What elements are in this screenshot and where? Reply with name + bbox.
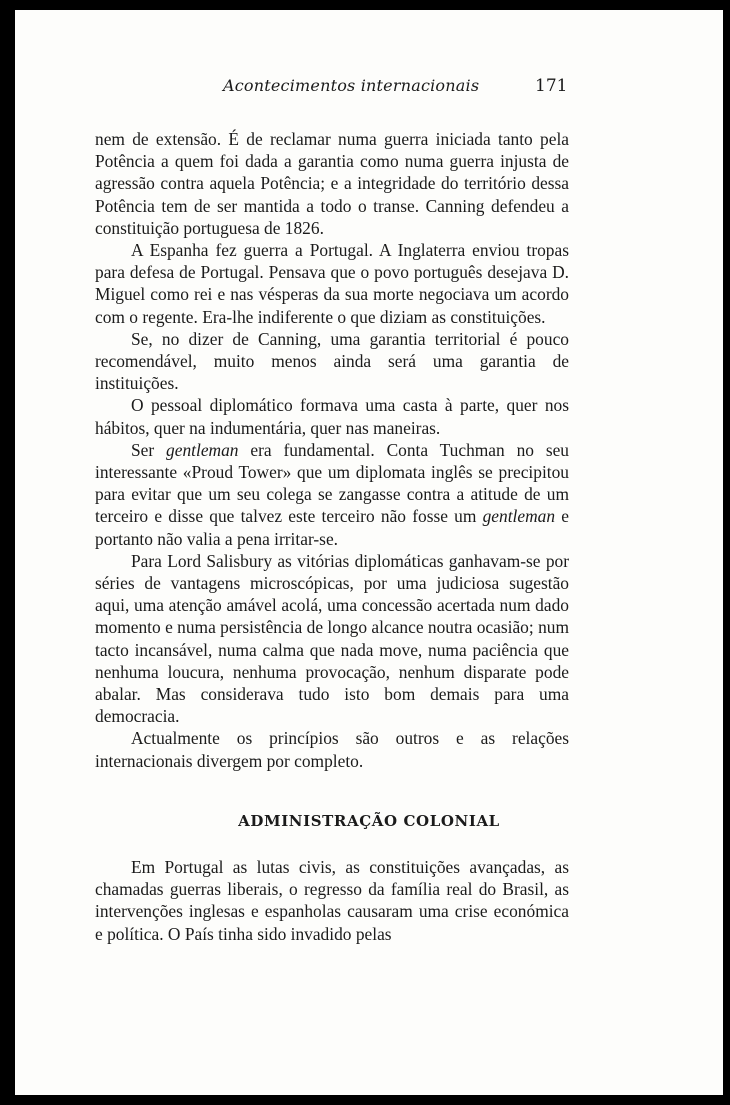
body-text (95, 128, 569, 772)
paragraph-1: nem de extensão. É de reclamar numa guerra iniciada tanto pela Potência a quem foi dada a garantia como numa guerra injusta de agressão contra aquela Potência; e a integridade do território dessa Potência tem de ser mantida a todo o transe. Canning defendeu a constituição portuguesa de 1826. (95, 129, 569, 238)
paragraph-5-italic-a: gentleman (166, 439, 239, 460)
running-header (15, 76, 723, 102)
paragraph-5 (95, 439, 569, 550)
page-number: 171 (535, 76, 568, 96)
section-paragraph-1: Em Portugal as lutas civis, as constituições avançadas, as chamadas guerras liberais, o regresso da família real do Brasil, as intervenções inglesas e espanholas causaram uma crise económica e política. O País tinha sido invadido pelas (95, 857, 569, 944)
section-heading: ADMINISTRAÇÃO COLONIAL (238, 812, 500, 830)
paragraph-7: Actualmente os princípios são outros e as relações internacionais divergem por completo. (95, 728, 569, 771)
paragraph-5-text-a: Ser (131, 439, 167, 460)
paragraph-5-text-b: era fundamental. Conta Tuchman no seu interessante «Proud Tower» que um diplomata inglês se precipitou para evitar que um seu colega se zangasse contra a atitude de um terceiro e disse que talvez este terceiro não fosse um (95, 439, 569, 527)
paragraph-6: Para Lord Salisbury as vitórias diplomáticas ganhavam-se por séries de vantagens microscópicas, por uma judiciosa sugestão aqui, uma atenção amável acolá, uma concessão acertada num dado momento e numa persistência de longo alcance noutra ocasião; num tacto incansável, numa calma que nada move, numa paciência que nenhuma loucura, nenhuma provocação, nenhum disparate pode abalar. Mas considerava tudo isto bom demais para uma democracia. (95, 550, 569, 727)
paragraph-4: O pessoal diplomático formava uma casta à parte, quer nos hábitos, quer na indumentária, quer nas maneiras. (95, 395, 569, 438)
paragraph-5-text-c: e portanto não valia a pena irritar-se. (95, 506, 569, 549)
paragraph-5-italic-b: gentleman (482, 506, 556, 527)
paragraph-3: Se, no dizer de Canning, uma garantia territorial é pouco recomendável, muito menos ainda será uma garantia de instituições. (95, 328, 569, 394)
paragraph-2: A Espanha fez guerra a Portugal. A Inglaterra enviou tropas para defesa de Portugal. Pensava que o povo português desejava D. Miguel como rei e nas vésperas da sua morte negociava um acordo com o regente. Era-lhe indiferente o que diziam as constituições. (95, 240, 569, 327)
book-page (15, 10, 723, 1095)
section-body-text (95, 856, 569, 945)
running-title: Acontecimentos internacionais (223, 76, 480, 95)
